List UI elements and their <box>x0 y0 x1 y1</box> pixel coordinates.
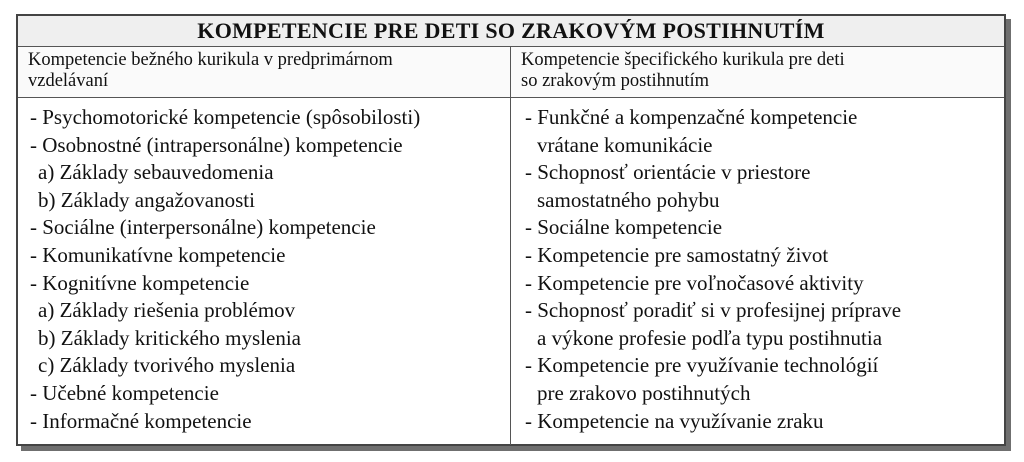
left-list-item: a) Základy sebauvedomenia <box>38 160 274 185</box>
right-list-item: - Kompetencie pre samostatný život <box>525 242 829 267</box>
left-list-item: - Osobnostné (intrapersonálne) kompetencie <box>30 132 403 157</box>
left-list-item: - Sociálne (interpersonálne) kompetencie <box>30 215 376 240</box>
left-column <box>18 47 511 445</box>
right-list-item: - Schopnosť poradiť si v profesijnej príprave <box>525 298 902 323</box>
left-column-header <box>18 47 510 98</box>
right-list-item: - Kompetencie na využívanie zraku <box>525 408 824 433</box>
left-list-item: b) Základy kritického myslenia <box>38 325 302 350</box>
table-columns <box>18 47 1004 445</box>
left-list-item: - Komunikatívne kompetencie <box>30 242 286 267</box>
left-header-line: Kompetencie bežného kurikula v predprimárnom <box>28 50 393 70</box>
right-list-item: - Schopnosť orientácie v priestore <box>525 160 811 185</box>
right-list-item: - Kompetencie pre voľnočasové aktivity <box>525 270 864 295</box>
table-title: KOMPETENCIE PRE DETI SO ZRAKOVÝM POSTIHNUTÍM <box>18 16 1004 47</box>
left-list-item: - Informačné kompetencie <box>30 408 252 433</box>
left-list-item: b) Základy angažovanosti <box>38 187 255 212</box>
right-list-item: - Sociálne kompetencie <box>525 215 723 240</box>
right-list-item: pre zrakovo postihnutých <box>537 380 751 405</box>
right-list-item: samostatného pohybu <box>537 187 720 212</box>
right-list-item: - Funkčné a kompenzačné kompetencie <box>525 105 858 129</box>
right-list-item: vrátane komunikácie <box>537 132 713 157</box>
left-list-item: - Učebné kompetencie <box>30 380 219 405</box>
right-list-item: a výkone profesie podľa typu postihnutia <box>537 325 883 350</box>
left-item-list <box>18 98 510 435</box>
left-header-line: vzdelávaní <box>28 71 109 91</box>
right-column <box>511 47 1004 445</box>
right-header-line: Kompetencie špecifického kurikula pre deti <box>521 50 845 70</box>
competency-table <box>16 14 1006 446</box>
left-list-item: a) Základy riešenia problémov <box>38 298 296 323</box>
left-list-item: - Psychomotorické kompetencie (spôsobilosti) <box>30 105 421 129</box>
right-item-list <box>511 98 1004 435</box>
right-list-item: - Kompetencie pre využívanie technológií <box>525 353 879 378</box>
right-header-line: so zrakovým postihnutím <box>521 71 710 91</box>
left-list-item: c) Základy tvorivého myslenia <box>38 353 296 378</box>
right-column-header <box>511 47 1004 98</box>
left-list-item: - Kognitívne kompetencie <box>30 270 250 295</box>
